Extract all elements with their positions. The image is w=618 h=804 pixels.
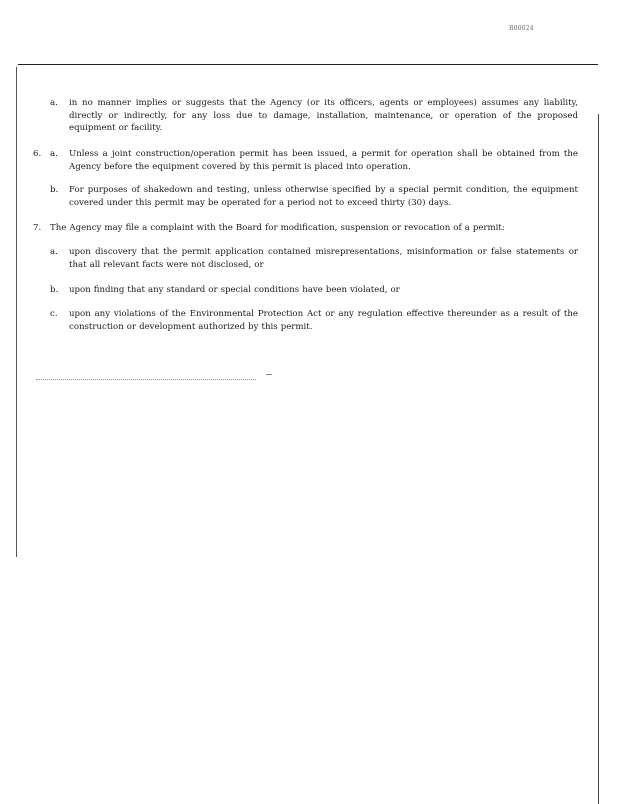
- clause-6a-text: Unless a joint construction/operation permit has been issued, a permit for operation shall be obtained from the Agency before the equipment covered by this permit is placed into operation.: [69, 149, 578, 172]
- clause-6b-text: For purposes of shakedown and testing, unless otherwise specified by a special permit condition, the equipment covered under this permit may be operated for a period not to exceed thirty (30) days.: [69, 185, 578, 208]
- left-scan-edge: [16, 67, 17, 557]
- scan-artifact-line: [36, 379, 256, 380]
- clause-7b-text: upon finding that any standard or special conditions have been violated, or: [69, 285, 400, 295]
- clause-7-number: 7.: [33, 223, 42, 233]
- clause-5a-marker: a.: [50, 98, 58, 108]
- clause-5a-text: in no manner implies or suggests that the Agency (or its officers, agents or employees) assumes any liability, directly or indirectly, for any loss due to damage, installation, maintenance, or operation of the proposed equipment or facility.: [69, 98, 578, 133]
- clause-7a-marker: a.: [50, 247, 58, 257]
- clause-6b-marker: b.: [50, 185, 59, 195]
- clause-7a-text: upon discovery that the permit application contained misrepresentations, misinformation or false statements or that all relevant facts were not disclosed, or: [69, 247, 578, 270]
- clause-7-text: The Agency may file a complaint with the Board for modification, suspension or revocation of a permit:: [50, 223, 505, 233]
- right-scan-edge: [598, 114, 599, 804]
- clause-6-number: 6.: [33, 149, 42, 159]
- clause-7c-text: upon any violations of the Environmental Protection Act or any regulation effective thereunder as a result of the construction or development authorized by this permit.: [69, 309, 578, 332]
- page-id-stamp: R00024: [509, 25, 534, 32]
- scan-artifact-dash: [266, 374, 272, 375]
- clause-6a-marker: a.: [50, 149, 58, 159]
- clause-7b-marker: b.: [50, 285, 59, 295]
- clause-7c-marker: c.: [50, 309, 58, 319]
- top-rule: [18, 64, 598, 65]
